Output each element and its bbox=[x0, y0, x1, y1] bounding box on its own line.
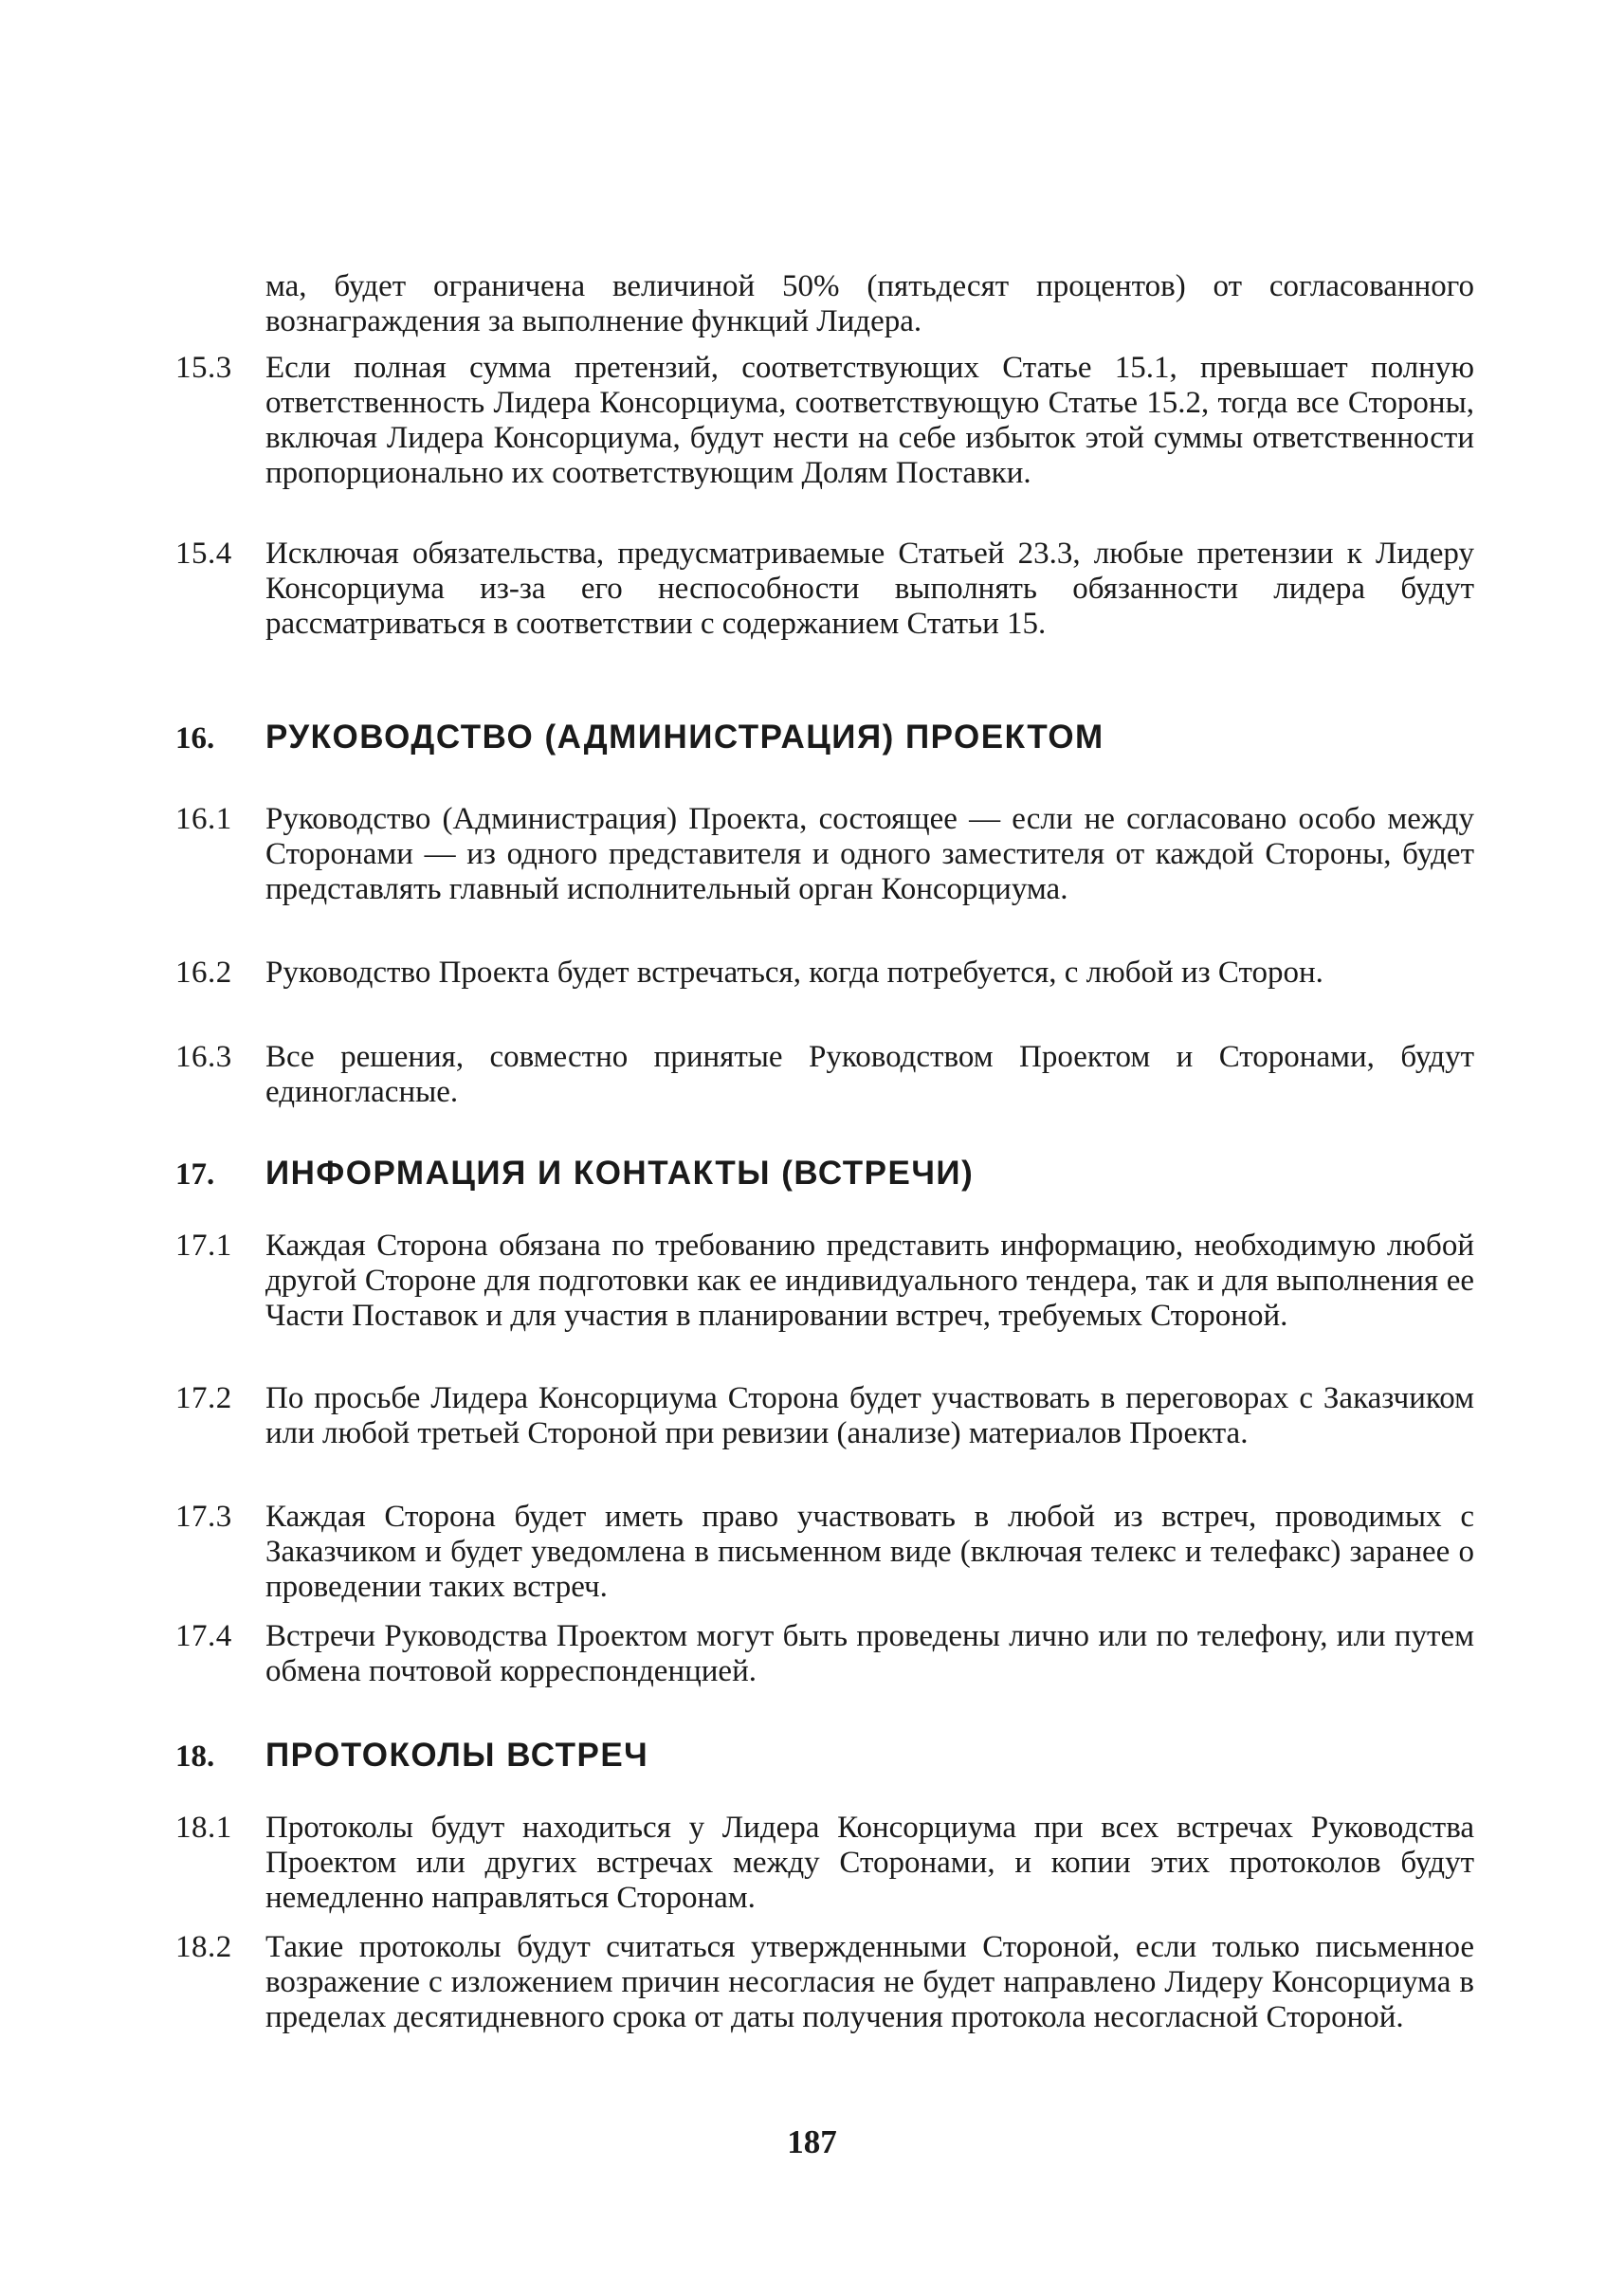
clause-number: 17.4 bbox=[175, 1619, 232, 1653]
section-number: 17. bbox=[175, 1157, 215, 1192]
clause-17-2 bbox=[175, 1381, 1474, 1451]
section-heading-18 bbox=[175, 1737, 1474, 1775]
clause-number: 17.3 bbox=[175, 1500, 232, 1534]
clause-17-4 bbox=[175, 1619, 1474, 1689]
clause-16-3 bbox=[175, 1040, 1474, 1110]
clause-text: Если полная сумма претензий, соответствующих Статье 15.1, превышает полную ответственность Лидера Консорциума, соответствующую Статье 15.2, тогда все Стороны, включая Лидера Консорциума, будут нести на себе избыток этой суммы ответственности пропорционально их соответствующим Долям Поставки. bbox=[265, 351, 1474, 490]
clause-text: Протоколы будут находиться у Лидера Консорциума при всех встречах Руководства Проектом или других встречах между Сторонами, и копии этих протоколов будут немедленно направляться Сторонам. bbox=[265, 1811, 1474, 1915]
clause-number: 15.3 bbox=[175, 351, 232, 385]
clause-text: Все решения, совместно принятые Руководством Проектом и Сторонами, будут единогласные. bbox=[265, 1040, 1474, 1109]
clause-text: По просьбе Лидера Консорциума Сторона будет участвовать в переговорах с Заказчиком или любой третьей Стороной при ревизии (анализе) материалов Проекта. bbox=[265, 1381, 1474, 1450]
clause-15-4 bbox=[175, 537, 1474, 642]
clause-number: 15.4 bbox=[175, 537, 232, 571]
section-title: ПРОТОКОЛЫ ВСТРЕЧ bbox=[265, 1737, 649, 1774]
clause-text: Такие протоколы будут считаться утвержденными Стороной, если только письменное возражение с изложением причин несогласия не будет направлено Лидеру Консорциума в пределах десятидневного срока от даты получения протокола несогласной Стороной. bbox=[265, 1930, 1474, 2034]
continuation-paragraph bbox=[175, 269, 1474, 339]
clause-number: 17.2 bbox=[175, 1381, 232, 1415]
clause-number: 18.2 bbox=[175, 1930, 232, 1964]
clause-text: Встречи Руководства Проектом могут быть проведены лично или по телефону, или путем обмена почтовой корреспонденцией. bbox=[265, 1619, 1474, 1688]
clause-15-3 bbox=[175, 351, 1474, 491]
clause-17-3 bbox=[175, 1500, 1474, 1605]
clause-text: Каждая Сторона обязана по требованию представить информацию, необходимую любой другой Стороне для подготовки как ее индивидуального тендера, так и для выполнения ее Части Поставок и для участия в планировании встреч, требуемых Стороной. bbox=[265, 1229, 1474, 1333]
clause-18-2 bbox=[175, 1930, 1474, 2035]
section-title: ИНФОРМАЦИЯ И КОНТАКТЫ (ВСТРЕЧИ) bbox=[265, 1155, 975, 1192]
section-heading-16 bbox=[175, 719, 1474, 756]
clause-number: 18.1 bbox=[175, 1811, 232, 1845]
clause-text: Руководство (Администрация) Проекта, состоящее — если не согласовано особо между Сторонами — из одного представителя и одного заместителя от каждой Стороны, будет представлять главный исполнительный орган Консорциума. bbox=[265, 802, 1474, 906]
continuation-text: ма, будет ограничена величиной 50% (пятьдесят процентов) от согласованного вознаграждения за выполнение функций Лидера. bbox=[265, 269, 1474, 338]
clause-number: 16.1 bbox=[175, 802, 232, 836]
section-number: 18. bbox=[175, 1739, 215, 1774]
clause-16-1 bbox=[175, 802, 1474, 907]
page-number: 187 bbox=[787, 2123, 837, 2160]
clause-16-2 bbox=[175, 956, 1474, 991]
clause-text: Руководство Проекта будет встречаться, когда потребуется, с любой из Сторон. bbox=[265, 956, 1323, 990]
clause-number: 17.1 bbox=[175, 1229, 232, 1263]
clause-17-1 bbox=[175, 1229, 1474, 1334]
section-number: 16. bbox=[175, 721, 215, 756]
section-heading-17 bbox=[175, 1155, 1474, 1193]
clause-text: Каждая Сторона будет иметь право участвовать в любой из встреч, проводимых с Заказчиком и будет уведомлена в письменном виде (включая телекс и телефакс) заранее о проведении таких встреч. bbox=[265, 1500, 1474, 1604]
clause-text: Исключая обязательства, предусматриваемые Статьей 23.3, любые претензии к Лидеру Консорциума из-за его неспособности выполнять обязанности лидера будут рассматриваться в соответствии с содержанием Статьи 15. bbox=[265, 537, 1474, 641]
clause-number: 16.3 bbox=[175, 1040, 232, 1074]
clause-number: 16.2 bbox=[175, 956, 232, 990]
clause-18-1 bbox=[175, 1811, 1474, 1916]
section-title: РУКОВОДСТВО (АДМИНИСТРАЦИЯ) ПРОЕКТОМ bbox=[265, 719, 1104, 756]
